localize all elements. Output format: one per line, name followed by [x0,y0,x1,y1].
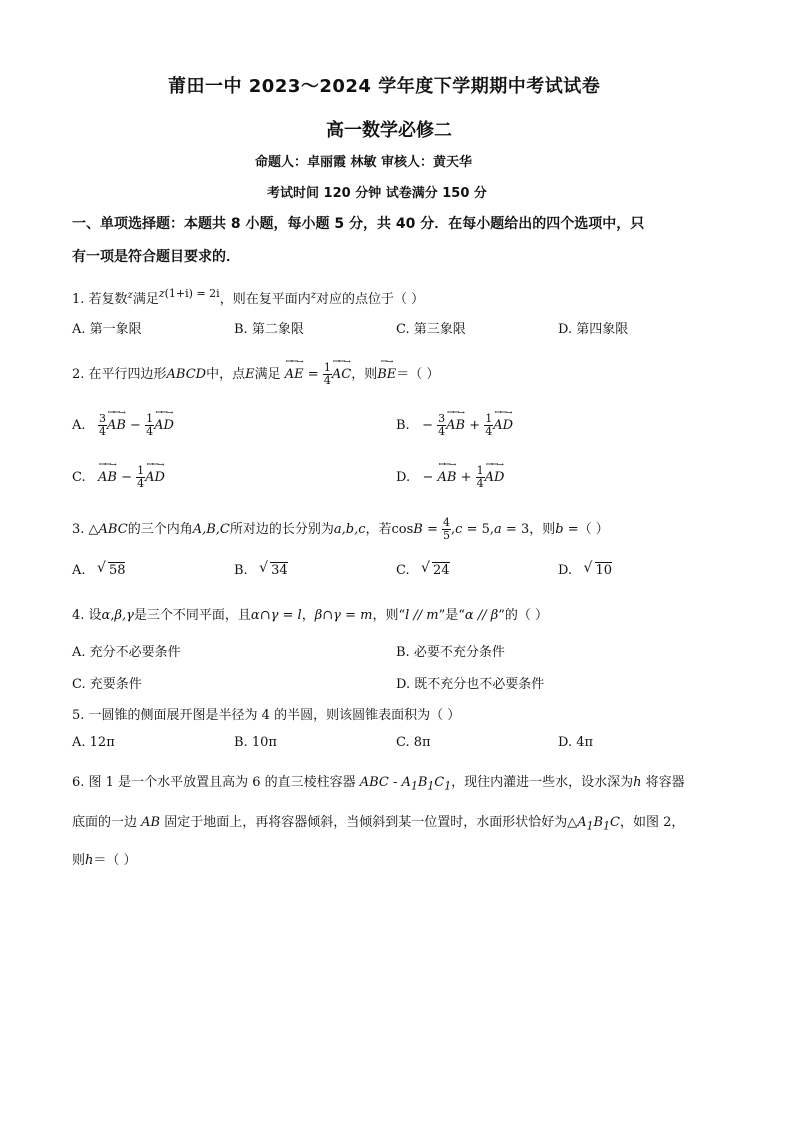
vector-ae: ꟷꟷ→ AE [284,357,304,382]
vector-ac: ꟷꟷ→ AC [331,357,352,382]
vector-be: ꟷ→ BE [377,357,397,382]
q3-option-d[interactable]: D. √ 10 [558,562,612,578]
q2-option-a[interactable]: A. $\frac{3}{4}$ ꟷꟷ→ AB − $\frac{1}{4}$ ꟷꟷ→ AD [72,408,174,438]
q2-option-b[interactable]: B. − $\frac{3}{4}$ ꟷꟷ→ AB + $\frac{1}{4}$ ꟷꟷ→ AD [396,408,514,438]
q4-option-c[interactable]: C. 充要条件 [72,677,142,692]
q1-option-d[interactable]: D. 第四象限 [558,322,629,337]
q4-option-d[interactable]: D. 既不充分也不必要条件 [396,677,545,692]
question-6-line1: 6. 图 1 是一个水平放置且高为 6 的直三棱柱容器 ABC - $A_1B_1C_1$，现往内灌进一些水，设水深为h 将容器 [72,775,685,793]
fraction-one-quarter: $\frac{1}{4}$ [323,361,331,387]
q3-option-b[interactable]: B. √ 34 [234,562,288,578]
question-6-line2: 底面的一边 AB 固定于地面上，再将容器倾斜，当倾斜到某一位置时，水面形状恰好为$\triangle A_1B_1C$，如图 2， [72,815,685,833]
question-2-stem: 2. 在平行四边形ABCD中，点E满足 ꟷꟷ→ AE = $\frac{1}{4}$ ꟷꟷ→ AC，则 ꟷ→ BE＝（ ） [72,357,440,387]
q5-option-b[interactable]: B. 10π [234,735,277,750]
q3-option-a[interactable]: A. √ 58 [72,562,125,578]
triangle-symbol: △ [88,522,99,537]
section-heading-line1: 一、单项选择题：本题共 8 小题，每小题 5 分，共 40 分．在每小题给出的四个选项中，只 [72,216,645,232]
q1-option-c[interactable]: C. 第三象限 [396,322,466,337]
q1-option-b[interactable]: B. 第二象限 [234,322,304,337]
q2-option-c[interactable]: C. ꟷꟷ→ AB − $\frac{1}{4}$ ꟷꟷ→ AD [72,460,165,490]
q4-option-b[interactable]: B. 必要不充分条件 [396,645,505,660]
exam-subtitle: 高一数学必修二 [326,120,452,141]
section-heading-line2: 有一项是符合题目要求的． [72,249,240,265]
q1-option-a[interactable]: A. 第一象限 [72,322,142,337]
exam-authors: 命题人：卓丽霞 林敏 审核人：黄天华 [255,155,473,170]
question-6-line3: 则h＝（ ） [72,853,137,868]
question-4-stem: 4. 设α,β,γ是三个不同平面，且α∩γ = l，β∩γ = m，则“l // m”是“α // β”的（ ） [72,608,549,623]
q5-option-c[interactable]: C. 8π [396,735,431,750]
q2-option-d[interactable]: D. − ꟷꟷ→ AB + $\frac{1}{4}$ ꟷꟷ→ AD [396,460,505,490]
exam-time-info: 考试时间 120 分钟 试卷满分 150 分 [267,186,487,201]
var-z2: z [310,290,316,301]
equation-body: (1+i) = 2i [164,287,220,300]
fraction-four-fifths: $\frac{4}{5}$ [443,516,451,542]
var-z: z [127,290,133,301]
question-1-stem: 1. 若复数$^z$满足$^{z(1+i) = 2i}$，则在复平面内$^z$对应的点位于（ ） [72,287,425,307]
triangle-symbol-2: △ [567,815,578,830]
q5-option-a[interactable]: A. 12π [72,735,115,750]
exam-title: 莆田一中 2023～2024 学年度下学期期中考试试卷 [168,76,601,97]
equation-z: z [158,287,165,300]
q4-option-a[interactable]: A. 充分不必要条件 [72,645,181,660]
question-3-stem: 3. △ABC的三个内角A,B,C所对边的长分别为a,b,c，若cosB = $\frac{4}{5}$ ,c = 5,a = 3，则b =（ ） [72,516,609,542]
question-5-stem: 5. 一圆锥的侧面展开图是半径为 4 的半圆，则该圆锥表面积为（ ） [72,708,461,723]
q3-option-c[interactable]: C. √ 24 [396,562,450,578]
q5-option-d[interactable]: D. 4π [558,735,594,750]
